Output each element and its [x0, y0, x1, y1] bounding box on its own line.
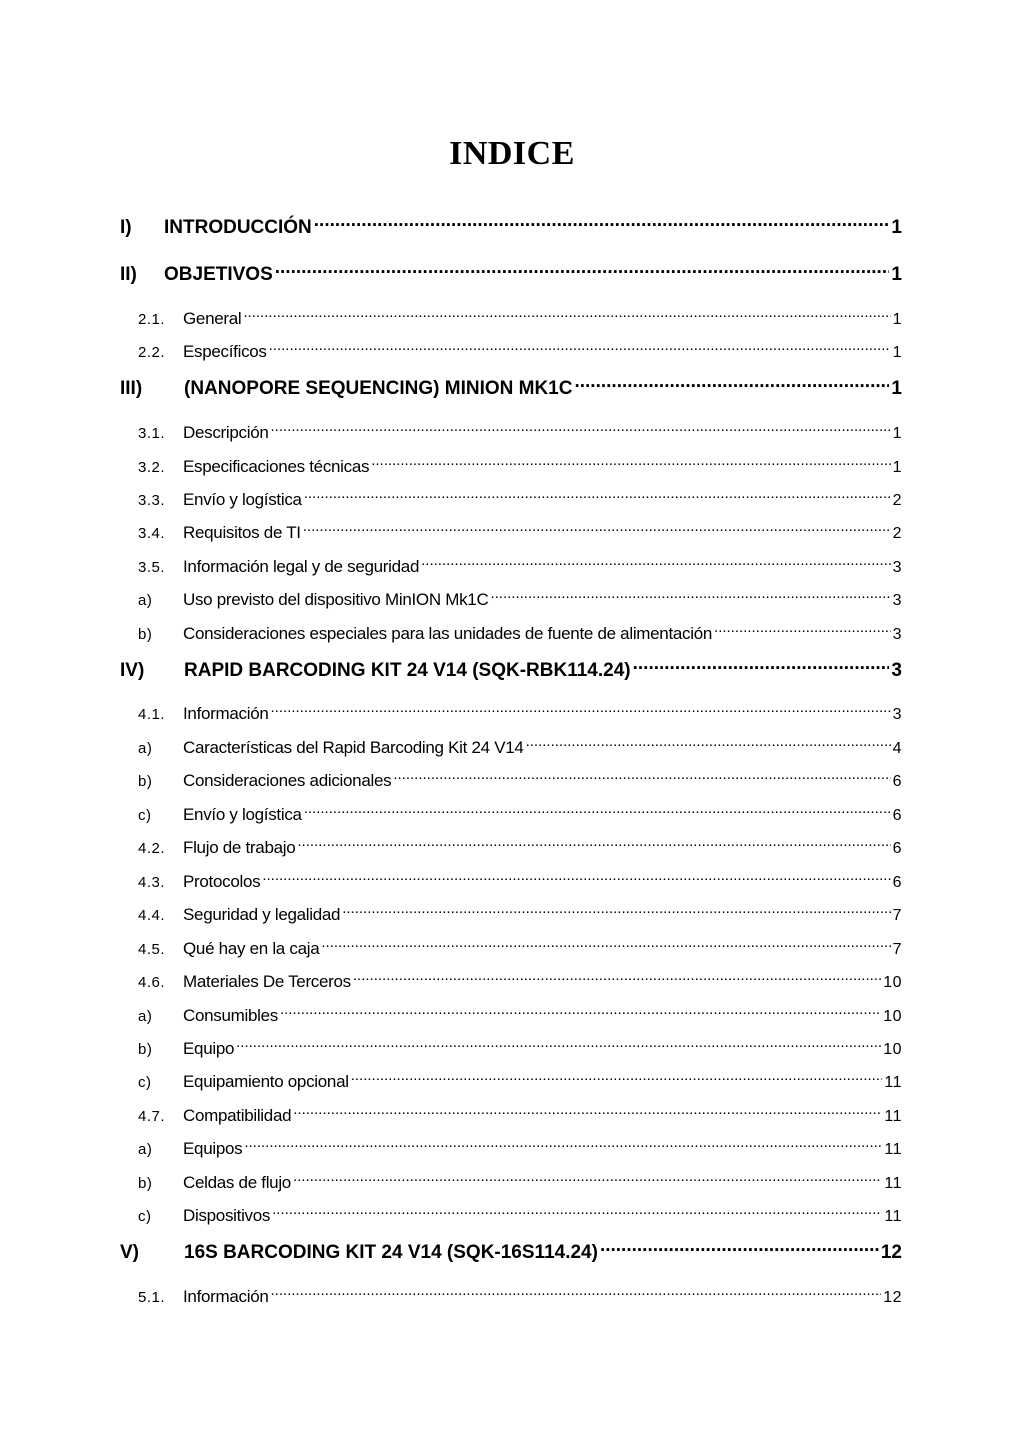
toc-page-number: 12 [880, 1242, 902, 1263]
toc-number: c) [138, 1208, 152, 1225]
toc-number: 2.1. [138, 311, 166, 328]
toc-page-number: 10 [883, 974, 902, 991]
toc-entry[interactable] [138, 1105, 902, 1128]
toc-entry[interactable] [138, 1071, 902, 1094]
toc-number: a) [138, 1141, 153, 1158]
toc-number: 4.1. [138, 706, 166, 723]
toc-leader-dots [633, 657, 890, 676]
toc-number: b) [138, 773, 153, 790]
toc-text: Especificaciones técnicas [183, 457, 370, 476]
toc-leader-dots [490, 590, 890, 605]
toc-number: a) [138, 1008, 153, 1025]
toc-number: III) [120, 378, 143, 399]
toc-leader-dots [244, 1139, 882, 1154]
toc-text: 16S BARCODING KIT 24 V14 (SQK-16S114.24) [184, 1242, 598, 1263]
toc-leader-dots [271, 704, 891, 719]
toc-page-number: 1 [892, 311, 902, 328]
toc-page-number: 3 [891, 660, 902, 681]
toc-entry[interactable] [138, 489, 902, 512]
toc-number: 2.2. [138, 344, 166, 361]
toc-entry[interactable] [138, 341, 902, 364]
toc-text: Celdas de flujo [183, 1173, 291, 1192]
toc-entry-section[interactable] [120, 261, 902, 287]
toc-page-number: 3 [892, 559, 902, 576]
toc-entry[interactable] [138, 971, 902, 994]
toc-leader-dots [574, 375, 889, 394]
toc-text: Materiales De Terceros [183, 972, 351, 991]
toc-entry[interactable] [138, 904, 902, 927]
toc-text: Consideraciones adicionales [183, 771, 392, 790]
toc-number: IV) [120, 660, 145, 681]
toc-leader-dots [371, 457, 890, 472]
toc-leader-dots [303, 523, 891, 538]
toc-text: Información legal y de seguridad [183, 557, 420, 576]
toc-page-number: 1 [891, 378, 902, 399]
toc-entry[interactable] [138, 456, 902, 479]
toc-text: General [183, 309, 242, 328]
toc-page-number: 1 [891, 264, 902, 285]
toc-page-number: 11 [884, 1141, 902, 1158]
toc-number: a) [138, 592, 153, 609]
toc-text: Equipamiento opcional [183, 1072, 349, 1091]
toc-entry-section[interactable] [120, 657, 902, 683]
toc-entry[interactable] [138, 804, 902, 827]
toc-text: Uso previsto del dispositivo MinION Mk1C [183, 590, 489, 609]
toc-leader-dots [393, 771, 890, 786]
toc-text: Envío y logística [183, 805, 302, 824]
toc-entry[interactable] [138, 1286, 902, 1309]
toc-page-number: 11 [884, 1208, 902, 1225]
toc-leader-dots [243, 309, 890, 324]
toc-number: 3.4. [138, 525, 166, 542]
toc-text: Consumibles [183, 1006, 278, 1025]
toc-page-number: 7 [892, 941, 902, 958]
toc-entry[interactable] [138, 1172, 902, 1195]
toc-text: Información [183, 704, 269, 723]
toc-leader-dots [269, 342, 891, 357]
toc-entry-section[interactable] [120, 1239, 902, 1265]
toc-leader-dots [297, 838, 890, 853]
toc-leader-dots [342, 905, 890, 920]
toc-text: OBJETIVOS [164, 264, 273, 285]
toc-leader-dots [600, 1239, 879, 1258]
toc-page-number: 1 [892, 459, 902, 476]
toc-page-number: 6 [892, 773, 902, 790]
toc-entry[interactable] [138, 1038, 902, 1061]
toc-leader-dots [271, 423, 891, 438]
toc-number: 3.5. [138, 559, 166, 576]
toc-number: 4.6. [138, 974, 166, 991]
toc-page-number: 1 [892, 425, 902, 442]
toc-leader-dots [304, 490, 891, 505]
toc-page-number: 6 [892, 874, 902, 891]
toc-entry[interactable] [138, 770, 902, 793]
toc-leader-dots [353, 972, 881, 987]
toc-entry[interactable] [138, 308, 902, 331]
toc-page-number: 3 [892, 626, 902, 643]
toc-page-number: 12 [883, 1289, 902, 1306]
toc-leader-dots [236, 1039, 881, 1054]
toc-entry[interactable] [138, 623, 902, 646]
toc-leader-dots [526, 738, 891, 753]
toc-number: b) [138, 1175, 153, 1192]
toc-text: Información [183, 1287, 269, 1306]
toc-page-number: 3 [892, 706, 902, 723]
toc-leader-dots [262, 872, 890, 887]
toc-number: 4.7. [138, 1108, 166, 1125]
toc-text: Específicos [183, 342, 267, 361]
toc-text: Equipo [183, 1039, 235, 1058]
toc-number: 4.4. [138, 907, 166, 924]
toc-page-number: 3 [892, 592, 902, 609]
toc-number: c) [138, 807, 152, 824]
toc-number: b) [138, 1041, 153, 1058]
toc-number: I) [120, 217, 132, 238]
toc-leader-dots [351, 1072, 883, 1087]
toc-number: 4.2. [138, 840, 166, 857]
toc-text: INTRODUCCIÓN [164, 217, 312, 238]
toc-page-number: 7 [892, 907, 902, 924]
toc-page-number: 6 [892, 807, 902, 824]
toc-number: b) [138, 626, 153, 643]
toc-text: Descripción [183, 423, 269, 442]
toc-page-number: 4 [892, 740, 902, 757]
toc-number: c) [138, 1074, 152, 1091]
toc-text: Protocolos [183, 872, 261, 891]
toc-text: Qué hay en la caja [183, 939, 320, 958]
toc-page-number: 6 [892, 840, 902, 857]
page-title: INDICE [449, 135, 575, 172]
toc-entry[interactable] [138, 871, 902, 894]
toc-text: Dispositivos [183, 1206, 271, 1225]
toc-page-number: 11 [884, 1108, 902, 1125]
toc-leader-dots [293, 1106, 882, 1121]
toc-entry[interactable] [138, 1138, 902, 1161]
toc-page-number: 10 [883, 1008, 902, 1025]
toc-leader-dots [280, 1006, 881, 1021]
toc-leader-dots [275, 261, 890, 280]
toc-page-number: 1 [891, 217, 902, 238]
toc-entry[interactable] [138, 837, 902, 860]
toc-leader-dots [272, 1206, 882, 1221]
toc-number: 3.3. [138, 492, 166, 509]
toc-leader-dots [304, 805, 891, 820]
toc-number: II) [120, 264, 137, 285]
toc-leader-dots [714, 624, 891, 639]
toc-text: Requisitos de TI [183, 523, 301, 542]
toc-entry[interactable] [138, 938, 902, 961]
toc-entry[interactable] [138, 703, 902, 726]
toc-page-number: 2 [892, 525, 902, 542]
toc-text: Compatibilidad [183, 1106, 292, 1125]
toc-number: a) [138, 740, 153, 757]
toc-text: RAPID BARCODING KIT 24 V14 (SQK-RBK114.24) [184, 660, 631, 681]
toc-entry[interactable] [138, 589, 902, 612]
toc-leader-dots [421, 557, 890, 572]
toc-number: V) [120, 1242, 139, 1263]
toc-number: 5.1. [138, 1289, 166, 1306]
toc-leader-dots [321, 939, 890, 954]
toc-text: Seguridad y legalidad [183, 905, 341, 924]
toc-entry[interactable] [138, 422, 902, 445]
toc-entry-section[interactable] [120, 214, 902, 240]
toc-leader-dots [271, 1287, 882, 1302]
toc-entry[interactable] [138, 737, 902, 760]
toc-leader-dots [314, 214, 890, 233]
toc-text: (NANOPORE SEQUENCING) MINION MK1C [184, 378, 573, 399]
toc-text: Flujo de trabajo [183, 838, 296, 857]
toc-number: 3.1. [138, 425, 166, 442]
toc-page-number: 11 [884, 1175, 902, 1192]
toc-page-number: 1 [892, 344, 902, 361]
toc-entry[interactable] [138, 1205, 902, 1228]
toc-page-number: 2 [892, 492, 902, 509]
toc-number: 3.2. [138, 459, 166, 476]
toc-number: 4.5. [138, 941, 166, 958]
toc-text: Características del Rapid Barcoding Kit 24 V14 [183, 738, 524, 757]
toc-entry[interactable] [138, 1005, 902, 1028]
toc-page-number: 10 [883, 1041, 902, 1058]
toc-number: 4.3. [138, 874, 166, 891]
toc-text: Consideraciones especiales para las unidades de fuente de alimentación [183, 624, 713, 643]
toc-leader-dots [293, 1173, 882, 1188]
toc-entry-section[interactable] [120, 375, 902, 401]
toc-text: Envío y logística [183, 490, 302, 509]
toc-entry[interactable] [138, 556, 902, 579]
toc-text: Equipos [183, 1139, 243, 1158]
toc-entry[interactable] [138, 522, 902, 545]
toc-page-number: 11 [884, 1074, 902, 1091]
